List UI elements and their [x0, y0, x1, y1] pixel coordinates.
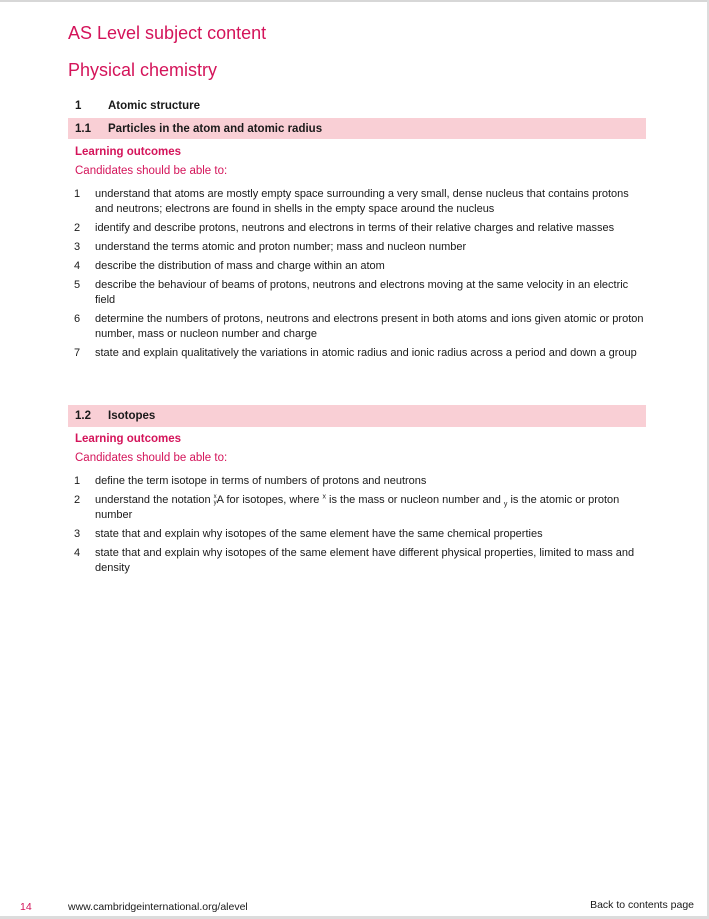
- top-border: [0, 0, 709, 2]
- section-title: Physical chemistry: [68, 60, 218, 80]
- intro-text: Candidates should be able to:: [75, 452, 228, 464]
- item-text: state and explain qualitatively the variations in atomic radius and ionic radius across a period and down a group: [95, 347, 637, 359]
- item-text: identify and describe protons, neutrons and electrons in terms of their relative charges and relative masses: [95, 222, 615, 234]
- outcomes-list-1-1: [74, 187, 644, 365]
- isotope-notation: x yA: [213, 494, 224, 507]
- item-text: understand that atoms are mostly empty space surrounding a very small, dense nucleus that contains protons and neutrons; electrons are found in shells in the empty space around the nucleus: [95, 188, 629, 215]
- list-item: 6 determine the numbers of protons, neutrons and electrons present in both atoms and ions given atomic or proton number, mass or nucleon number and charge: [74, 313, 644, 340]
- item-text: state that and explain why isotopes of the same element have the same chemical properties: [95, 528, 543, 540]
- intro-text: Candidates should be able to:: [75, 165, 228, 177]
- list-item: 3 understand the terms atomic and proton number; mass and nucleon number: [74, 241, 467, 253]
- subtopic-title: Particles in the atom and atomic radius: [108, 123, 323, 135]
- topic-heading: [68, 99, 646, 116]
- list-item: 7 state and explain qualitatively the variations in atomic radius and ionic radius across a period and down a group: [74, 347, 637, 359]
- item-text: understand the terms atomic and proton number; mass and nucleon number: [95, 241, 467, 253]
- list-item: 2 identify and describe protons, neutrons and electrons in terms of their relative charges and relative masses: [74, 222, 615, 234]
- item-text: determine the numbers of protons, neutrons and electrons present in both atoms and ions given atomic or proton number, mass or nucleon number and charge: [95, 313, 644, 340]
- outcomes-list-1-2: [74, 474, 644, 580]
- subtopic-number: 1.1: [75, 123, 91, 135]
- topic-number: 1: [75, 100, 82, 112]
- list-item: 4 describe the distribution of mass and charge within an atom: [74, 260, 385, 272]
- learning-outcomes-label: Learning outcomes: [75, 146, 182, 158]
- learning-outcomes-label: Learning outcomes: [75, 433, 182, 445]
- list-item: 1 define the term isotope in terms of numbers of protons and neutrons: [74, 475, 427, 487]
- item-text: define the term isotope in terms of numbers of protons and neutrons: [95, 475, 427, 487]
- back-to-contents-link[interactable]: Back to contents page: [590, 899, 694, 911]
- list-item: 1 understand that atoms are mostly empty space surrounding a very small, dense nucleus that contains protons and neutrons; electrons are found in shells in the empty space around the nucleus: [74, 188, 629, 215]
- item-text: describe the distribution of mass and charge within an atom: [95, 260, 385, 272]
- subtopic-heading-1-2: [68, 405, 646, 427]
- page-title: AS Level subject content: [68, 23, 267, 43]
- item-text: describe the behaviour of beams of protons, neutrons and electrons moving at the same velocity in an electric field: [95, 279, 629, 306]
- subtopic-heading-1-1: [68, 118, 646, 139]
- footer-url-link[interactable]: www.cambridgeinternational.org/alevel: [68, 901, 248, 913]
- item-text: state that and explain why isotopes of the same element have different physical properties, limited to mass and density: [95, 547, 635, 574]
- subtopic-number: 1.2: [75, 410, 91, 422]
- page-number: 14: [20, 901, 32, 913]
- topic-title: Atomic structure: [108, 100, 201, 112]
- item-text: understand the notation x yA for isotopes, where $^x$ is the mass or nucleon number and $_y$ is the atomic or proton number: [95, 493, 620, 521]
- list-item: 3 state that and explain why isotopes of the same element have the same chemical properties: [74, 528, 543, 540]
- list-item: 4 state that and explain why isotopes of the same element have different physical properties, limited to mass and density: [74, 547, 635, 574]
- subtopic-title: Isotopes: [108, 410, 156, 422]
- list-item: 2 understand the notation x yA for isotopes, where $^x$ is the mass or nucleon number and $_y$ is the atomic or proton number: [74, 493, 620, 521]
- list-item: 5 describe the behaviour of beams of protons, neutrons and electrons moving at the same velocity in an electric field: [74, 279, 629, 306]
